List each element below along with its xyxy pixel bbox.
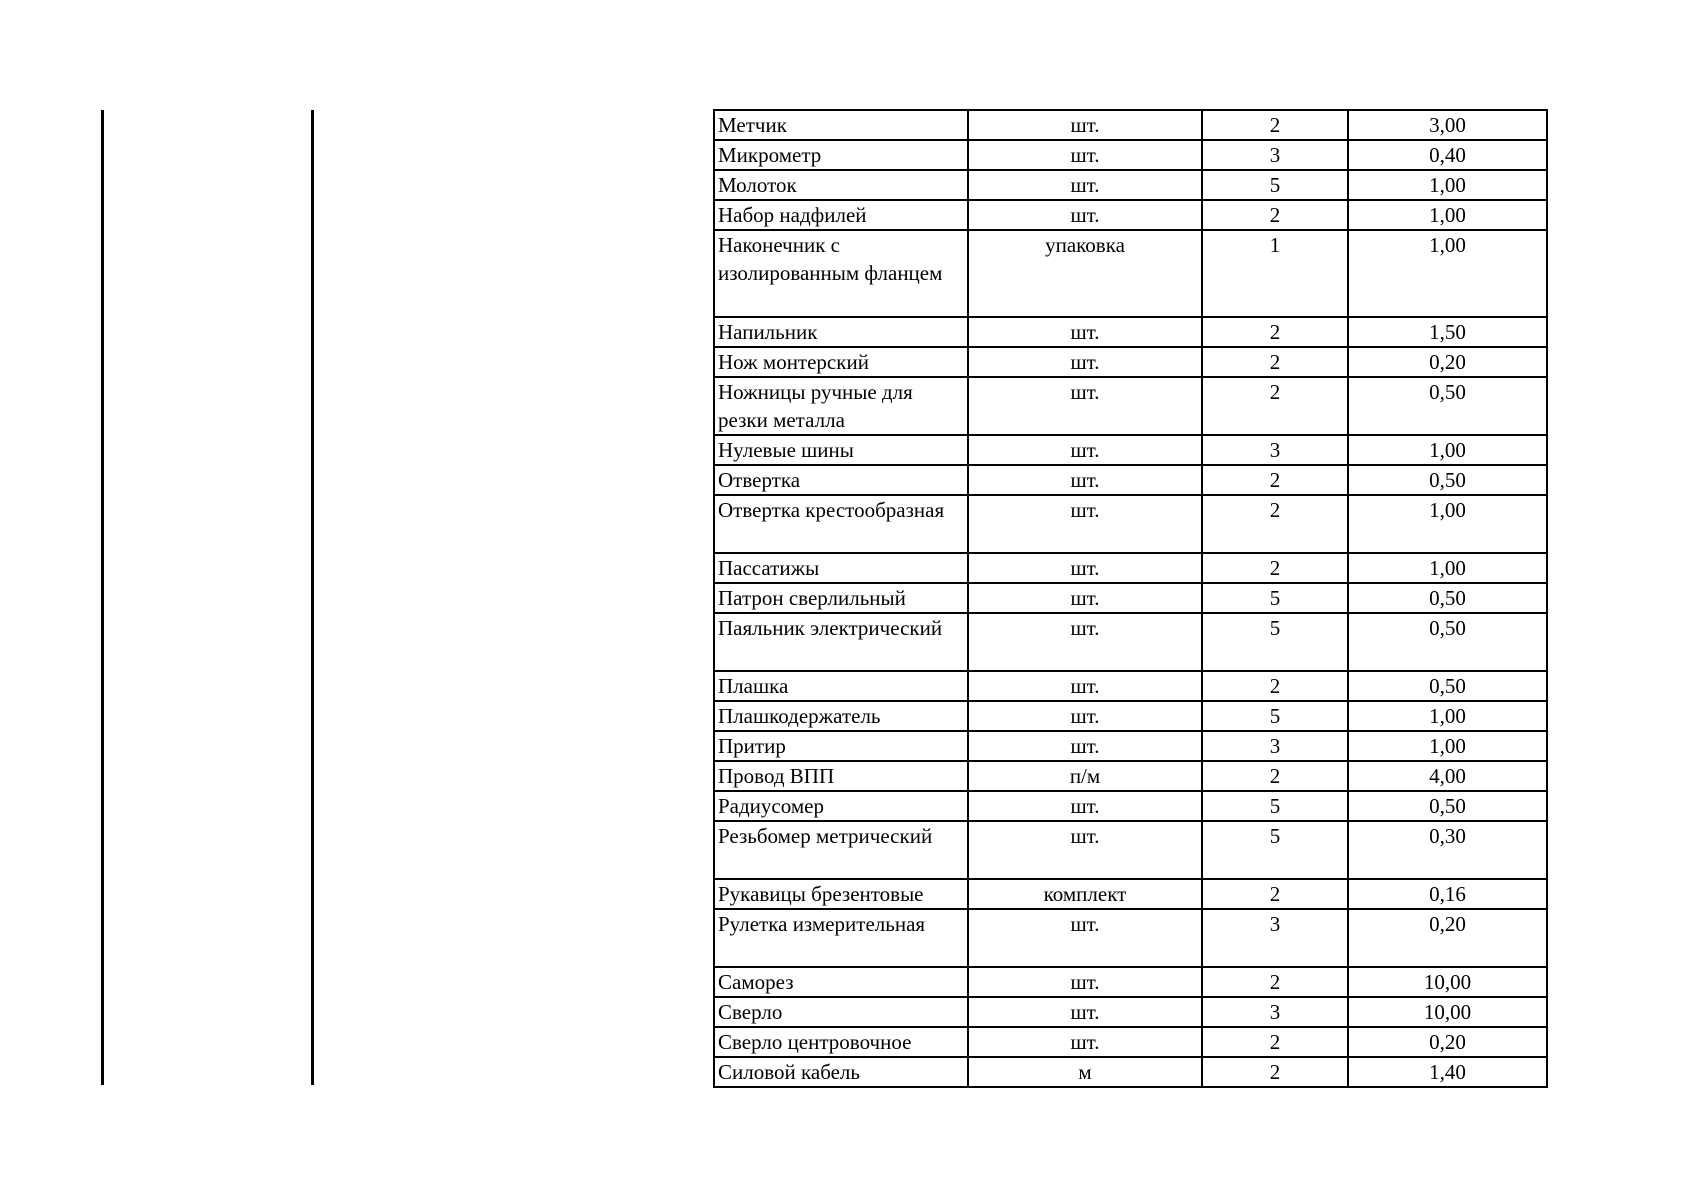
quantity-cell: 2 — [1202, 377, 1348, 435]
item-name-cell: Саморез — [714, 967, 968, 997]
unit-cell: шт. — [968, 495, 1202, 553]
quantity-cell: 5 — [1202, 583, 1348, 613]
table-row — [714, 140, 1547, 170]
value-cell: 3,00 — [1348, 110, 1547, 140]
quantity-cell: 3 — [1202, 731, 1348, 761]
table-row — [714, 583, 1547, 613]
quantity-cell: 5 — [1202, 821, 1348, 879]
table-row — [714, 377, 1547, 435]
unit-cell: шт. — [968, 553, 1202, 583]
item-name-cell: Силовой кабель — [714, 1057, 968, 1087]
item-name-cell: Отвертка — [714, 465, 968, 495]
table-row — [714, 347, 1547, 377]
value-cell: 1,50 — [1348, 317, 1547, 347]
item-name-cell: Микрометр — [714, 140, 968, 170]
quantity-cell: 5 — [1202, 613, 1348, 671]
unit-cell: м — [968, 1057, 1202, 1087]
quantity-cell: 2 — [1202, 495, 1348, 553]
item-name-cell: Паяльник электрический — [714, 613, 968, 671]
item-name-cell: Молоток — [714, 170, 968, 200]
unit-cell: шт. — [968, 821, 1202, 879]
unit-cell: шт. — [968, 377, 1202, 435]
quantity-cell: 2 — [1202, 761, 1348, 791]
table-row — [714, 879, 1547, 909]
value-cell: 0,50 — [1348, 613, 1547, 671]
item-name-cell: Резьбомер метрический — [714, 821, 968, 879]
value-cell: 1,00 — [1348, 435, 1547, 465]
quantity-cell: 2 — [1202, 1027, 1348, 1057]
value-cell: 1,00 — [1348, 553, 1547, 583]
quantity-cell: 5 — [1202, 791, 1348, 821]
unit-cell: шт. — [968, 140, 1202, 170]
value-cell: 0,50 — [1348, 671, 1547, 701]
quantity-cell: 2 — [1202, 200, 1348, 230]
item-name-cell: Напильник — [714, 317, 968, 347]
value-cell: 1,00 — [1348, 495, 1547, 553]
unit-cell: шт. — [968, 967, 1202, 997]
table-row — [714, 909, 1547, 967]
table-row — [714, 1027, 1547, 1057]
table-row — [714, 110, 1547, 140]
left-column-border — [101, 110, 104, 1085]
item-name-cell: Притир — [714, 731, 968, 761]
quantity-cell: 3 — [1202, 909, 1348, 967]
unit-cell: шт. — [968, 613, 1202, 671]
value-cell: 1,00 — [1348, 701, 1547, 731]
quantity-cell: 2 — [1202, 879, 1348, 909]
table-row — [714, 613, 1547, 671]
table-row — [714, 997, 1547, 1027]
quantity-cell: 2 — [1202, 317, 1348, 347]
table-row — [714, 230, 1547, 317]
table-body — [714, 110, 1547, 1087]
table-row — [714, 435, 1547, 465]
item-name-cell: Провод ВПП — [714, 761, 968, 791]
unit-cell: шт. — [968, 200, 1202, 230]
quantity-cell: 5 — [1202, 170, 1348, 200]
item-name-cell: Нож монтерский — [714, 347, 968, 377]
table-row — [714, 821, 1547, 879]
item-name-cell: Наконечник с изолированным фланцем — [714, 230, 968, 317]
unit-cell: комплект — [968, 879, 1202, 909]
value-cell: 10,00 — [1348, 997, 1547, 1027]
item-name-cell: Сверло — [714, 997, 968, 1027]
unit-cell: шт. — [968, 435, 1202, 465]
quantity-cell: 1 — [1202, 230, 1348, 317]
item-name-cell: Сверло центровочное — [714, 1027, 968, 1057]
item-name-cell: Отвертка крестообразная — [714, 495, 968, 553]
table-row — [714, 967, 1547, 997]
value-cell: 0,20 — [1348, 1027, 1547, 1057]
item-name-cell: Плашка — [714, 671, 968, 701]
table-row — [714, 1057, 1547, 1087]
value-cell: 0,50 — [1348, 583, 1547, 613]
table-row — [714, 317, 1547, 347]
item-name-cell: Плашкодержатель — [714, 701, 968, 731]
unit-cell: шт. — [968, 997, 1202, 1027]
value-cell: 1,00 — [1348, 230, 1547, 317]
left-column-divider — [311, 110, 314, 1085]
unit-cell: шт. — [968, 909, 1202, 967]
item-name-cell: Набор надфилей — [714, 200, 968, 230]
quantity-cell: 2 — [1202, 465, 1348, 495]
table-row — [714, 495, 1547, 553]
item-name-cell: Ножницы ручные для резки металла — [714, 377, 968, 435]
table-row — [714, 553, 1547, 583]
unit-cell: шт. — [968, 110, 1202, 140]
item-name-cell: Рукавицы брезентовые — [714, 879, 968, 909]
unit-cell: шт. — [968, 671, 1202, 701]
table-row — [714, 465, 1547, 495]
value-cell: 0,20 — [1348, 909, 1547, 967]
quantity-cell: 2 — [1202, 553, 1348, 583]
value-cell: 0,20 — [1348, 347, 1547, 377]
tools-table — [713, 109, 1548, 1088]
value-cell: 0,50 — [1348, 791, 1547, 821]
table-row — [714, 200, 1547, 230]
table-row — [714, 791, 1547, 821]
unit-cell: шт. — [968, 1027, 1202, 1057]
unit-cell: шт. — [968, 583, 1202, 613]
value-cell: 0,50 — [1348, 465, 1547, 495]
quantity-cell: 5 — [1202, 701, 1348, 731]
table-row — [714, 671, 1547, 701]
unit-cell: шт. — [968, 317, 1202, 347]
value-cell: 1,40 — [1348, 1057, 1547, 1087]
item-name-cell: Радиусомер — [714, 791, 968, 821]
unit-cell: шт. — [968, 347, 1202, 377]
item-name-cell: Нулевые шины — [714, 435, 968, 465]
table-row — [714, 170, 1547, 200]
item-name-cell: Рулетка измерительная — [714, 909, 968, 967]
value-cell: 0,16 — [1348, 879, 1547, 909]
quantity-cell: 2 — [1202, 347, 1348, 377]
unit-cell: шт. — [968, 791, 1202, 821]
value-cell: 1,00 — [1348, 170, 1547, 200]
table-row — [714, 701, 1547, 731]
item-name-cell: Пассатижы — [714, 553, 968, 583]
unit-cell: п/м — [968, 761, 1202, 791]
value-cell: 0,30 — [1348, 821, 1547, 879]
quantity-cell: 3 — [1202, 997, 1348, 1027]
value-cell: 10,00 — [1348, 967, 1547, 997]
unit-cell: шт. — [968, 731, 1202, 761]
quantity-cell: 2 — [1202, 967, 1348, 997]
unit-cell: шт. — [968, 701, 1202, 731]
unit-cell: шт. — [968, 465, 1202, 495]
value-cell: 0,50 — [1348, 377, 1547, 435]
item-name-cell: Патрон сверлильный — [714, 583, 968, 613]
quantity-cell: 3 — [1202, 435, 1348, 465]
item-name-cell: Метчик — [714, 110, 968, 140]
value-cell: 1,00 — [1348, 200, 1547, 230]
unit-cell: шт. — [968, 170, 1202, 200]
table-row — [714, 761, 1547, 791]
table-row — [714, 731, 1547, 761]
value-cell: 1,00 — [1348, 731, 1547, 761]
value-cell: 4,00 — [1348, 761, 1547, 791]
quantity-cell: 2 — [1202, 671, 1348, 701]
quantity-cell: 3 — [1202, 140, 1348, 170]
unit-cell: упаковка — [968, 230, 1202, 317]
quantity-cell: 2 — [1202, 1057, 1348, 1087]
value-cell: 0,40 — [1348, 140, 1547, 170]
quantity-cell: 2 — [1202, 110, 1348, 140]
